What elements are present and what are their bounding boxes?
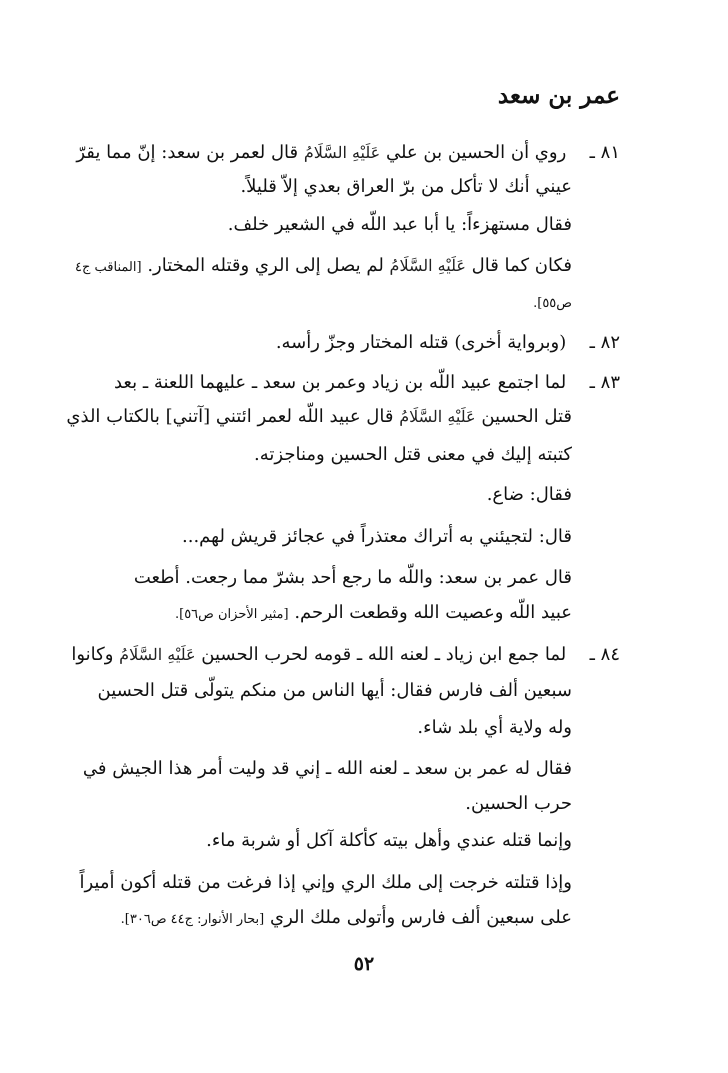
entry-text: كتبته إليك في معنى قتل الحسين ومناجزته. [254,444,572,465]
entry-text: لما جمع ابن زياد ـ لعنه الله ـ قومه لحرب الحسين [201,644,567,665]
entry-number: ٨٤ ـ [589,644,620,665]
entry-text: عيني أنك لا تأكل من برّ العراق بعدي إلاّ قليلاً. [240,176,572,197]
entry-81-line-3 [228,210,572,240]
entry-83-line-6 [134,563,572,593]
entry-text: وله ولاية أي بلد شاء. [417,717,572,738]
entry-81-line-1 [76,138,620,168]
entry-number: ٨١ ـ [589,142,620,163]
entry-84-line-2 [98,676,572,706]
entry-84-line-7 [79,868,572,898]
entry-text: فكان كما قال [471,255,572,276]
entry-text: لما اجتمع عبيد اللّه بن زياد وعمر بن سعد ـ عليهما اللعنة ـ بعد [113,372,567,393]
entry-number: ٨٢ ـ [589,332,620,353]
entry-text: فقال له عمر بن سعد ـ لعنه الله ـ إني قد وليت أمر هذا الجيش في [82,758,572,779]
entry-text: سبعين ألف فارس فقال: أيها الناس من منكم يتولّى قتل الحسين [97,680,572,701]
entry-84-line-4 [83,754,572,784]
entry-83-line-3 [254,440,572,470]
entry-84-line-8 [121,903,572,935]
entry-81-line-2 [240,172,572,202]
entry-83-line-5 [182,522,572,552]
entry-text: وكانوا [71,644,114,665]
page-number: ٥٢ [353,953,375,975]
entry-81-line-5 [533,287,572,319]
entry-text: وإنما قتله عندي وأهل بيته كأكلة آكل أو شربة ماء. [206,830,572,851]
entry-84-line-3 [417,713,572,743]
section-title: عمر بن سعد [497,82,620,109]
entry-text: فقال مستهزءاً: يا أبا عبد اللّه في الشعير خلف. [227,214,572,235]
entry-text: وإذا قتلته خرجت إلى ملك الري وإني إذا فرغت من قتله أكون أميراً [79,872,572,893]
citation: [المناقب ج٤ [75,260,142,275]
entry-text: قال: لتجيئني به أتراك معتذراً في عجائز قريش لهم... [182,526,572,547]
entry-text: لم يصل إلى الري وقتله المختار. [147,255,384,276]
entry-number: ٨٣ ـ [589,372,620,393]
honorific-glyph: عَلَيْهِ السَّلَامُ [399,407,476,426]
entry-81-line-4 [75,251,572,283]
entry-text: قال لعمر بن سعد: إنّ مما يقرّ [76,142,299,163]
entry-text: قال عمر بن سعد: واللّه ما رجع أحد بشرّ مما رجعت. أطعت [133,567,572,588]
honorific-glyph: عَلَيْهِ السَّلَامُ [389,256,466,275]
entry-83-line-1 [114,368,620,398]
entry-text: على سبعين ألف فارس وأتولى ملك الري [269,907,572,928]
entry-83-line-7 [175,598,572,630]
honorific-glyph: عَلَيْهِ السَّلَامُ [119,645,196,664]
entry-83-line-4 [487,480,572,510]
entry-84-line-5 [465,789,572,819]
entry-text: قتل الحسين [481,406,572,427]
entry-text: (وبرواية أخرى) قتله المختار وجزّ رأسه. [275,332,567,353]
citation: ص٥٥]. [533,296,572,311]
entry-text: فقال: ضاع. [486,484,572,505]
entry-83-line-2 [66,402,572,432]
entry-text: حرب الحسين. [465,793,572,814]
entry-82-line-1 [276,328,620,358]
entry-84-line-6 [206,826,572,856]
citation: [مثير الأحزان ص٥٦]. [174,607,289,622]
entry-84-line-1 [71,640,620,670]
citation: [بحار الأنوار: ج٤٤ ص٣٠٦]. [120,912,265,927]
entry-text: قال عبيد اللّه لعمر ائتني [آتني] بالكتاب الذي [66,406,394,427]
entry-text: عبيد اللّه وعصيت الله وقطعت الرحم. [294,602,572,623]
entry-text: روي أن الحسين بن علي [385,142,567,163]
honorific-glyph: عَلَيْهِ السَّلَامُ [303,143,381,162]
